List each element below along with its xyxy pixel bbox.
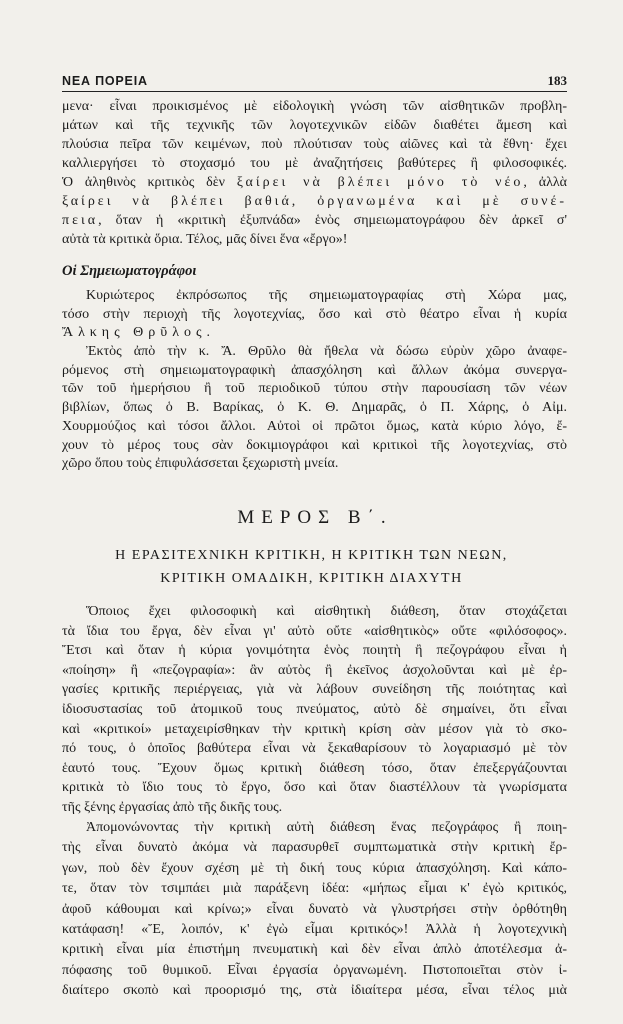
part-subtitle bbox=[0, 544, 623, 590]
text-line: Ἀπομονώνοντας τὴν κριτικὴ αὐτὴ διάθεση ἕνας πεζογράφος ἢ ποιη- bbox=[86, 820, 567, 835]
text-line: κριτικὰ τὸ ἴδιο τους τὸ ἔργο, ὅσο καὶ ὅταν διαστέλλουν τὰ γνωρίσματα bbox=[62, 780, 567, 796]
page-number: 183 bbox=[547, 73, 567, 88]
section-heading: Οἱ Σημειωματογράφοι bbox=[62, 263, 197, 279]
spaced-emphasis: πεια bbox=[62, 213, 99, 228]
text-line: καὶ «κριτικοί» μεταχειρίσθηκαν τὴν κριτικὴ κρίση σὰν μέσον γιὰ τὸ σκο- bbox=[62, 721, 567, 737]
text-line: τε, ὅταν τὸν τσιμπάει μιὰ παράξενη ἰδέα: «μήπως εἶμαι κ' ἐγὼ κριτικός, bbox=[62, 881, 567, 897]
text-line: αὐτὰ τὰ κριτικὰ ὅρια. Τέλος, μᾶς δίνει ἕνα «ἔργο»! bbox=[62, 232, 348, 247]
subtitle-line: Η ΕΡΑΣΙΤΕΧΝΙΚΗ ΚΡΙΤΙΚΗ, Η ΚΡΙΤΙΚΗ ΤΩΝ ΝΕΩΝ, bbox=[115, 548, 508, 563]
text-line: πόφασης τοῦ θυμικοῦ. Εἶναι ἐργασία ὀργανωμένη. Πιστοποιεῖται στὸν ἰ- bbox=[62, 962, 567, 978]
text-line: Ἐκτὸς ἀπὸ τὴν κ. Ἄ. Θρῦλο θὰ ἤθελα νὰ δώσω εὐρὺν χῶρο ἀναφε- bbox=[86, 344, 567, 360]
text-line: γασίες κριτικῆς περιέργειας, γιὰ νὰ λάβουν συνείδηση τῆς ποιότητας καὶ bbox=[62, 682, 567, 698]
text-line: ρόμενος στὴ σημειωματογραφικὴ ἀπασχόληση καὶ ἄλλων ἀκόμα συνεργα- bbox=[62, 362, 567, 378]
text-line: καλλιεργήσει τὸ στοχασμό του μὲ ἀναζητήσεις βαθύτερες ἢ φιλοσοφικές. bbox=[62, 156, 567, 171]
paragraph-continuation bbox=[62, 97, 567, 249]
line-text: Ὁ ἀληθινὸς κριτικὸς δὲν bbox=[62, 175, 237, 190]
text-line: πό τους, ὁ ὁποῖος βαθύτερα εἶναι νὰ ξεκαθαρίσουν τὸ λογαριασμό μὲ τὸν bbox=[62, 741, 567, 757]
part-title: ΜΕΡΟΣ Β΄. bbox=[237, 507, 393, 528]
paragraph-5 bbox=[62, 818, 567, 1002]
line-text: , ἀλλὰ bbox=[523, 175, 567, 190]
text-line: τὰ ἴδια του ἔργα, δὲν εἶναι γι' αὐτὸ οὔτε «αἰσθητικὸς» οὔτε «φιλόσοφος». bbox=[62, 623, 567, 639]
paragraphs-chroniclers bbox=[62, 287, 567, 474]
line-text: , ὅταν ἡ «κριτικὴ ἐξυπνάδα» ἑνὸς σημειωματογράφου δὲν ἀρκεῖ σ' bbox=[98, 213, 567, 228]
text-line bbox=[62, 211, 567, 230]
text-line: Χουρμούζιος καὶ τόσοι ἄλλοι. Αὐτοὶ οἱ πρῶτοι ὅμως, κατὰ κύριο λόγο, ἔ- bbox=[62, 418, 567, 434]
text-line: γων, ποὺ δὲν ἔχουν σχέση μὲ τὴ δική τους κύρια ἀπασχόληση. Καὶ κάπο- bbox=[62, 860, 567, 876]
text-line: χῶρο ὅπου τοὺς ἐπιφυλάσσεται ξεχωριστὴ μνεία. bbox=[62, 456, 339, 472]
subtitle-line: ΚΡΙΤΙΚΗ ΟΜΑΔΙΚΗ, ΚΡΙΤΙΚΗ ΔΙΑΧΥΤΗ bbox=[160, 571, 463, 586]
text-line bbox=[62, 173, 567, 192]
text-line: τόσο στὴν περιοχὴ τῆς λογοτεχνίας, ὅσο καὶ στὸ θέατρο εἶναι ἡ κυρία bbox=[62, 306, 567, 322]
running-header bbox=[62, 73, 567, 89]
text-line bbox=[62, 192, 567, 211]
text-line: μενα· εἶναι προικισμένος μὲ εἰδολογικὴ γνώση τῶν αἰσθητικῶν προβλη- bbox=[62, 99, 567, 114]
text-line: πλούσια πεῖρα τῶν κειμένων, ποὺ πλούτισαν τοὺς αἰῶνες καὶ τὰ ἔθνη· ἔχει bbox=[62, 137, 567, 152]
spaced-emphasis: Ἄλκης Θρῦλος bbox=[62, 325, 207, 341]
text-line: ἰδιοσυστασίας τοῦ ἀτομικοῦ τους πνεύματος, αὐτὸ δὲ σημαίνει, ὅτι εἶναι bbox=[62, 701, 567, 717]
text-line: Κυριώτερος ἐκπρόσωπος τῆς σημειωματογραφίας στὴ Χώρα μας, bbox=[86, 288, 567, 303]
text-line: Ἔτσι καὶ ὅταν ἡ κύρια γονιμότητα ἑνὸς ποιητὴ ἢ πεζογράφου εἶναι ἡ bbox=[62, 643, 567, 659]
text-line: μάτων καὶ τῆς τεχνικῆς τῶν λογοτεχνικῶν εἰδῶν διαθέτει ἄμεση καὶ bbox=[62, 118, 567, 133]
paragraph-4 bbox=[62, 602, 567, 818]
text-line: διαίτερο σκοπὸ καὶ προορισμό της, στὰ ἰδιαίτερα μέσα, εἶναι τέλος μιὰ bbox=[62, 983, 567, 999]
spaced-emphasis: ξαίρει νὰ βλέπει βαθιά, ὀργανωμένα καὶ μὲ συνέ- bbox=[62, 194, 567, 209]
text-line: ἑαυτό τους. Ἔχουν ὅμως κριτικὴ διάθεση τόσο, ὅταν ἐπεξεργάζουνται bbox=[62, 760, 567, 776]
text-line: βιβλίων, ὅπως ὁ Β. Βαρίκας, ὁ Κ. Θ. Δημαρᾶς, ὁ Π. Χάρης, ὁ Αἰμ. bbox=[62, 400, 567, 416]
text-line: Ὅποιος ἔχει φιλοσοφικὴ καὶ αἰσθητικὴ διάθεση, ὅταν στοχάζεται bbox=[86, 604, 567, 619]
journal-title: ΝΕΑ ΠΟΡΕΙΑ bbox=[62, 74, 148, 88]
text-line: τῆς ξένης ἐργασίας ἀπὸ τῆς δικῆς τους. bbox=[62, 799, 283, 815]
header-rule bbox=[62, 91, 567, 92]
text-line: ἀφοῦ κάθουμαι καὶ κρίνω;» εἶναι δυνατὸ νὰ γλυστρήσει στὴν ὀρθότηθη bbox=[62, 901, 567, 917]
text-line: τῶν τοῦ ἡμερήσιου ἢ τοῦ περιοδικοῦ τύπου στὴν παρουσίαση τῶν νέων bbox=[62, 381, 567, 397]
line-text: . bbox=[206, 325, 211, 341]
text-line: τὴς εἶναι δυνατὸ ἀκόμα νὰ παρασυρθεῖ συμπτωματικὰ στὴν κριτικὴ ἔρ- bbox=[62, 840, 567, 856]
text-line: κατάφαση! «Ἔ, λοιπόν, κ' ἐγὼ εἶμαι κριτικός»! Ἀλλὰ ἡ λογοτεχνικὴ bbox=[62, 921, 567, 937]
text-line: χουν τὸ μέρος τους σὰν δοκιμιογράφοι καὶ κριτικοὶ τῆς λογοτεχνίας, στὸ bbox=[62, 437, 567, 453]
text-line: «ποίηση» ἢ «πεζογραφία»: ἂν αὐτὸς ἢ ἐκεῖνος ἀσχολοῦνται καὶ μὲ ἐρ- bbox=[62, 662, 567, 678]
text-line: κριτικὴ εἶναι μία ἐπιστήμη πνευματικὴ καὶ δὲν εἶναι ἁπλὸ ἀποτέλεσμα ἀ- bbox=[62, 942, 567, 958]
spaced-emphasis: ξαίρει νὰ βλέπει μόνο τὸ νέο bbox=[236, 175, 524, 190]
text-line bbox=[62, 324, 567, 343]
